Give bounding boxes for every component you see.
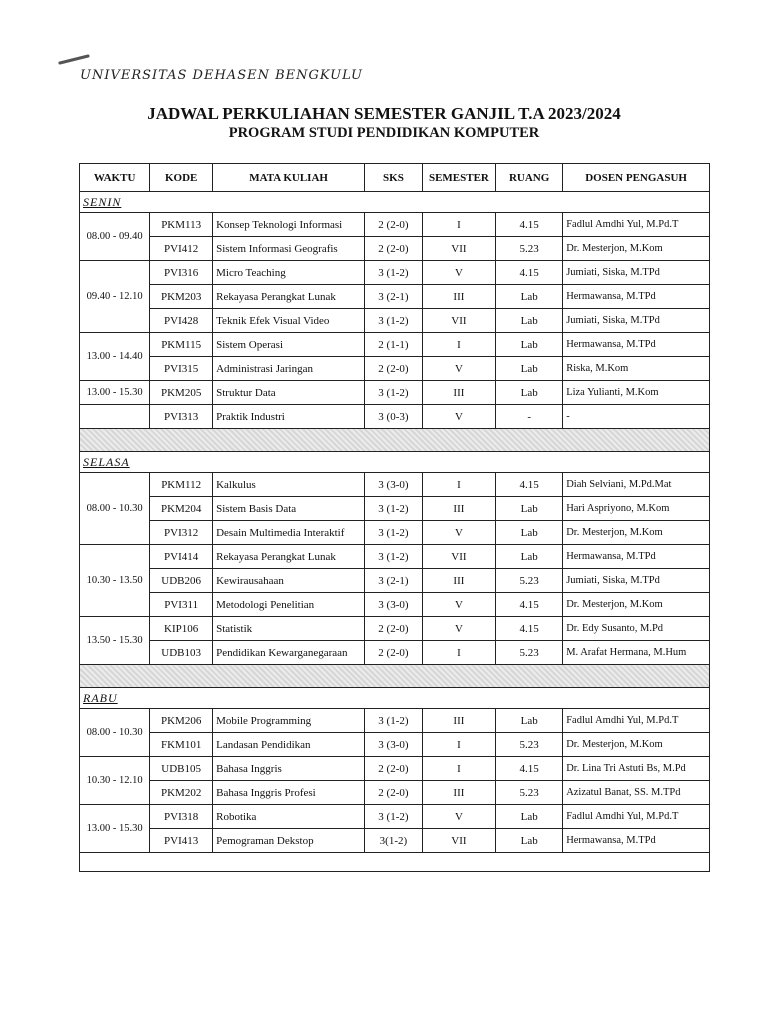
col-header-waktu: WAKTU (80, 164, 150, 192)
course-semester: I (422, 733, 495, 757)
course-sks: 2 (2-0) (365, 641, 423, 665)
course-code: PKM112 (150, 473, 213, 497)
course-room: 5.23 (496, 781, 563, 805)
course-lecturer: Riska, M.Kom (563, 357, 710, 381)
course-semester: V (422, 405, 495, 429)
course-code: KIP106 (150, 617, 213, 641)
course-semester: V (422, 593, 495, 617)
course-sks: 3 (3-0) (365, 593, 423, 617)
table-row (80, 213, 710, 237)
course-sks: 3 (1-2) (365, 709, 423, 733)
course-semester: V (422, 261, 495, 285)
table-row (80, 521, 710, 545)
course-room: 4.15 (496, 757, 563, 781)
table-row (80, 805, 710, 829)
course-name: Praktik Industri (213, 405, 365, 429)
course-code: FKM101 (150, 733, 213, 757)
table-row (80, 733, 710, 757)
course-name: Sistem Basis Data (213, 497, 365, 521)
course-room: 4.15 (496, 261, 563, 285)
course-lecturer: Hermawansa, M.TPd (563, 545, 710, 569)
course-name: Statistik (213, 617, 365, 641)
course-sks: 3(1-2) (365, 829, 423, 853)
time-slot: 13.00 - 15.30 (80, 381, 150, 405)
course-code: PKM115 (150, 333, 213, 357)
shaded-separator-row (80, 665, 710, 688)
course-name: Teknik Efek Visual Video (213, 309, 365, 333)
course-semester: V (422, 805, 495, 829)
course-sks: 2 (2-0) (365, 757, 423, 781)
course-name: Rekayasa Perangkat Lunak (213, 285, 365, 309)
course-sks: 3 (3-0) (365, 473, 423, 497)
course-room: Lab (496, 309, 563, 333)
course-name: Bahasa Inggris (213, 757, 365, 781)
course-code: PKM113 (150, 213, 213, 237)
course-room: 4.15 (496, 473, 563, 497)
course-lecturer: Dr. Mesterjon, M.Kom (563, 237, 710, 261)
time-slot (80, 405, 150, 429)
course-sks: 2 (2-0) (365, 617, 423, 641)
day-header-row (80, 452, 710, 473)
course-semester: I (422, 641, 495, 665)
course-semester: III (422, 381, 495, 405)
day-label: RABU (80, 688, 710, 709)
course-semester: III (422, 285, 495, 309)
course-sks: 3 (0-3) (365, 405, 423, 429)
table-row (80, 237, 710, 261)
course-lecturer: Fadlul Amdhi Yul, M.Pd.T (563, 213, 710, 237)
course-room: 4.15 (496, 213, 563, 237)
course-lecturer: Fadlul Amdhi Yul, M.Pd.T (563, 805, 710, 829)
course-code: PVI428 (150, 309, 213, 333)
course-code: UDB103 (150, 641, 213, 665)
course-room: 4.15 (496, 593, 563, 617)
course-room: Lab (496, 805, 563, 829)
course-name: Desain Multimedia Interaktif (213, 521, 365, 545)
course-room: Lab (496, 497, 563, 521)
table-row (80, 781, 710, 805)
course-name: Struktur Data (213, 381, 365, 405)
course-room: Lab (496, 285, 563, 309)
time-slot: 13.00 - 14.40 (80, 333, 150, 381)
course-lecturer: Hermawansa, M.TPd (563, 333, 710, 357)
table-row (80, 709, 710, 733)
col-header-sks: SKS (365, 164, 423, 192)
course-code: UDB206 (150, 569, 213, 593)
col-header-kode: KODE (150, 164, 213, 192)
course-code: PKM202 (150, 781, 213, 805)
course-room: 5.23 (496, 237, 563, 261)
course-name: Administrasi Jaringan (213, 357, 365, 381)
shaded-separator-row (80, 429, 710, 452)
course-room: 5.23 (496, 733, 563, 757)
col-header-semester: SEMESTER (422, 164, 495, 192)
course-sks: 2 (2-0) (365, 213, 423, 237)
course-name: Micro Teaching (213, 261, 365, 285)
course-sks: 3 (3-0) (365, 733, 423, 757)
course-sks: 2 (2-0) (365, 237, 423, 261)
course-semester: VII (422, 309, 495, 333)
course-name: Landasan Pendidikan (213, 733, 365, 757)
course-name: Robotika (213, 805, 365, 829)
course-name: Kewirausahaan (213, 569, 365, 593)
time-slot: 08.00 - 09.40 (80, 213, 150, 261)
table-row (80, 381, 710, 405)
course-room: 5.23 (496, 569, 563, 593)
course-room: Lab (496, 545, 563, 569)
course-lecturer: Dr. Edy Susanto, M.Pd (563, 617, 710, 641)
table-row (80, 757, 710, 781)
course-code: PKM206 (150, 709, 213, 733)
course-name: Sistem Operasi (213, 333, 365, 357)
course-semester: I (422, 333, 495, 357)
course-code: PKM204 (150, 497, 213, 521)
table-row (80, 333, 710, 357)
course-lecturer: Liza Yulianti, M.Kom (563, 381, 710, 405)
course-semester: VII (422, 545, 495, 569)
course-name: Pemograman Dekstop (213, 829, 365, 853)
course-code: PVI318 (150, 805, 213, 829)
col-header-dosen: DOSEN PENGASUH (563, 164, 710, 192)
course-lecturer: Hermawansa, M.TPd (563, 829, 710, 853)
table-row (80, 829, 710, 853)
course-lecturer: Dr. Lina Tri Astuti Bs, M.Pd (563, 757, 710, 781)
separator-cell (80, 665, 710, 688)
empty-cell (80, 853, 710, 872)
schedule-body (80, 192, 710, 872)
course-room: Lab (496, 357, 563, 381)
course-room: 5.23 (496, 641, 563, 665)
pen-mark (58, 54, 90, 65)
course-code: PVI414 (150, 545, 213, 569)
page-subtitle: PROGRAM STUDI PENDIDIKAN KOMPUTER (228, 125, 540, 141)
course-semester: VII (422, 237, 495, 261)
course-sks: 2 (2-0) (365, 357, 423, 381)
university-name: UNIVERSITAS DEHASEN BENGKULU (80, 68, 363, 83)
course-sks: 3 (1-2) (365, 521, 423, 545)
table-row (80, 641, 710, 665)
course-semester: III (422, 709, 495, 733)
time-slot: 08.00 - 10.30 (80, 473, 150, 545)
course-room: Lab (496, 333, 563, 357)
course-lecturer: Hari Aspriyono, M.Kom (563, 497, 710, 521)
course-sks: 3 (1-2) (365, 309, 423, 333)
course-sks: 3 (1-2) (365, 497, 423, 521)
course-name: Bahasa Inggris Profesi (213, 781, 365, 805)
course-sks: 3 (1-2) (365, 261, 423, 285)
table-row (80, 569, 710, 593)
empty-row (80, 853, 710, 872)
time-slot: 13.00 - 15.30 (80, 805, 150, 853)
time-slot: 10.30 - 12.10 (80, 757, 150, 805)
course-lecturer: M. Arafat Hermana, M.Hum (563, 641, 710, 665)
course-semester: VII (422, 829, 495, 853)
day-label: SENIN (80, 192, 710, 213)
course-semester: I (422, 473, 495, 497)
course-code: PVI313 (150, 405, 213, 429)
table-row (80, 405, 710, 429)
separator-cell (80, 429, 710, 452)
course-room: Lab (496, 709, 563, 733)
course-semester: III (422, 781, 495, 805)
day-label: SELASA (80, 452, 710, 473)
course-semester: I (422, 757, 495, 781)
course-code: PVI412 (150, 237, 213, 261)
course-code: PVI315 (150, 357, 213, 381)
course-code: PKM203 (150, 285, 213, 309)
course-name: Kalkulus (213, 473, 365, 497)
course-code: PVI316 (150, 261, 213, 285)
table-row (80, 261, 710, 285)
course-lecturer: Hermawansa, M.TPd (563, 285, 710, 309)
course-sks: 3 (1-2) (365, 805, 423, 829)
course-lecturer: Azizatul Banat, SS. M.TPd (563, 781, 710, 805)
time-slot: 13.50 - 15.30 (80, 617, 150, 665)
course-sks: 3 (2-1) (365, 569, 423, 593)
col-header-mata-kuliah: MATA KULIAH (213, 164, 365, 192)
course-room: Lab (496, 521, 563, 545)
course-lecturer: - (563, 405, 710, 429)
course-code: PVI413 (150, 829, 213, 853)
course-name: Metodologi Penelitian (213, 593, 365, 617)
course-semester: V (422, 521, 495, 545)
course-sks: 3 (1-2) (365, 545, 423, 569)
course-sks: 2 (2-0) (365, 781, 423, 805)
course-sks: 3 (2-1) (365, 285, 423, 309)
course-code: UDB105 (150, 757, 213, 781)
course-name: Sistem Informasi Geografis (213, 237, 365, 261)
course-name: Rekayasa Perangkat Lunak (213, 545, 365, 569)
table-row (80, 617, 710, 641)
time-slot: 08.00 - 10.30 (80, 709, 150, 757)
table-row (80, 357, 710, 381)
course-sks: 3 (1-2) (365, 381, 423, 405)
course-room: - (496, 405, 563, 429)
course-name: Mobile Programming (213, 709, 365, 733)
course-lecturer: Jumiati, Siska, M.TPd (563, 309, 710, 333)
course-code: PVI312 (150, 521, 213, 545)
schedule-table (79, 163, 710, 872)
course-sks: 2 (1-1) (365, 333, 423, 357)
table-row (80, 545, 710, 569)
table-row (80, 593, 710, 617)
course-lecturer: Jumiati, Siska, M.TPd (563, 569, 710, 593)
table-row (80, 285, 710, 309)
time-slot: 09.40 - 12.10 (80, 261, 150, 333)
course-lecturer: Fadlul Amdhi Yul, M.Pd.T (563, 709, 710, 733)
day-header-row (80, 192, 710, 213)
course-semester: V (422, 357, 495, 381)
table-row (80, 473, 710, 497)
header-row (80, 164, 710, 192)
course-semester: I (422, 213, 495, 237)
course-semester: III (422, 497, 495, 521)
course-code: PKM205 (150, 381, 213, 405)
course-room: 4.15 (496, 617, 563, 641)
course-name: Konsep Teknologi Informasi (213, 213, 365, 237)
course-semester: III (422, 569, 495, 593)
course-lecturer: Dr. Mesterjon, M.Kom (563, 593, 710, 617)
course-lecturer: Dr. Mesterjon, M.Kom (563, 521, 710, 545)
page-title: JADWAL PERKULIAHAN SEMESTER GANJIL T.A 2023/2024 (147, 104, 621, 123)
course-room: Lab (496, 829, 563, 853)
course-semester: V (422, 617, 495, 641)
course-room: Lab (496, 381, 563, 405)
day-header-row (80, 688, 710, 709)
table-row (80, 497, 710, 521)
course-lecturer: Diah Selviani, M.Pd.Mat (563, 473, 710, 497)
time-slot: 10.30 - 13.50 (80, 545, 150, 617)
table-row (80, 309, 710, 333)
course-name: Pendidikan Kewarganegaraan (213, 641, 365, 665)
course-lecturer: Jumiati, Siska, M.TPd (563, 261, 710, 285)
course-lecturer: Dr. Mesterjon, M.Kom (563, 733, 710, 757)
course-code: PVI311 (150, 593, 213, 617)
col-header-ruang: RUANG (496, 164, 563, 192)
